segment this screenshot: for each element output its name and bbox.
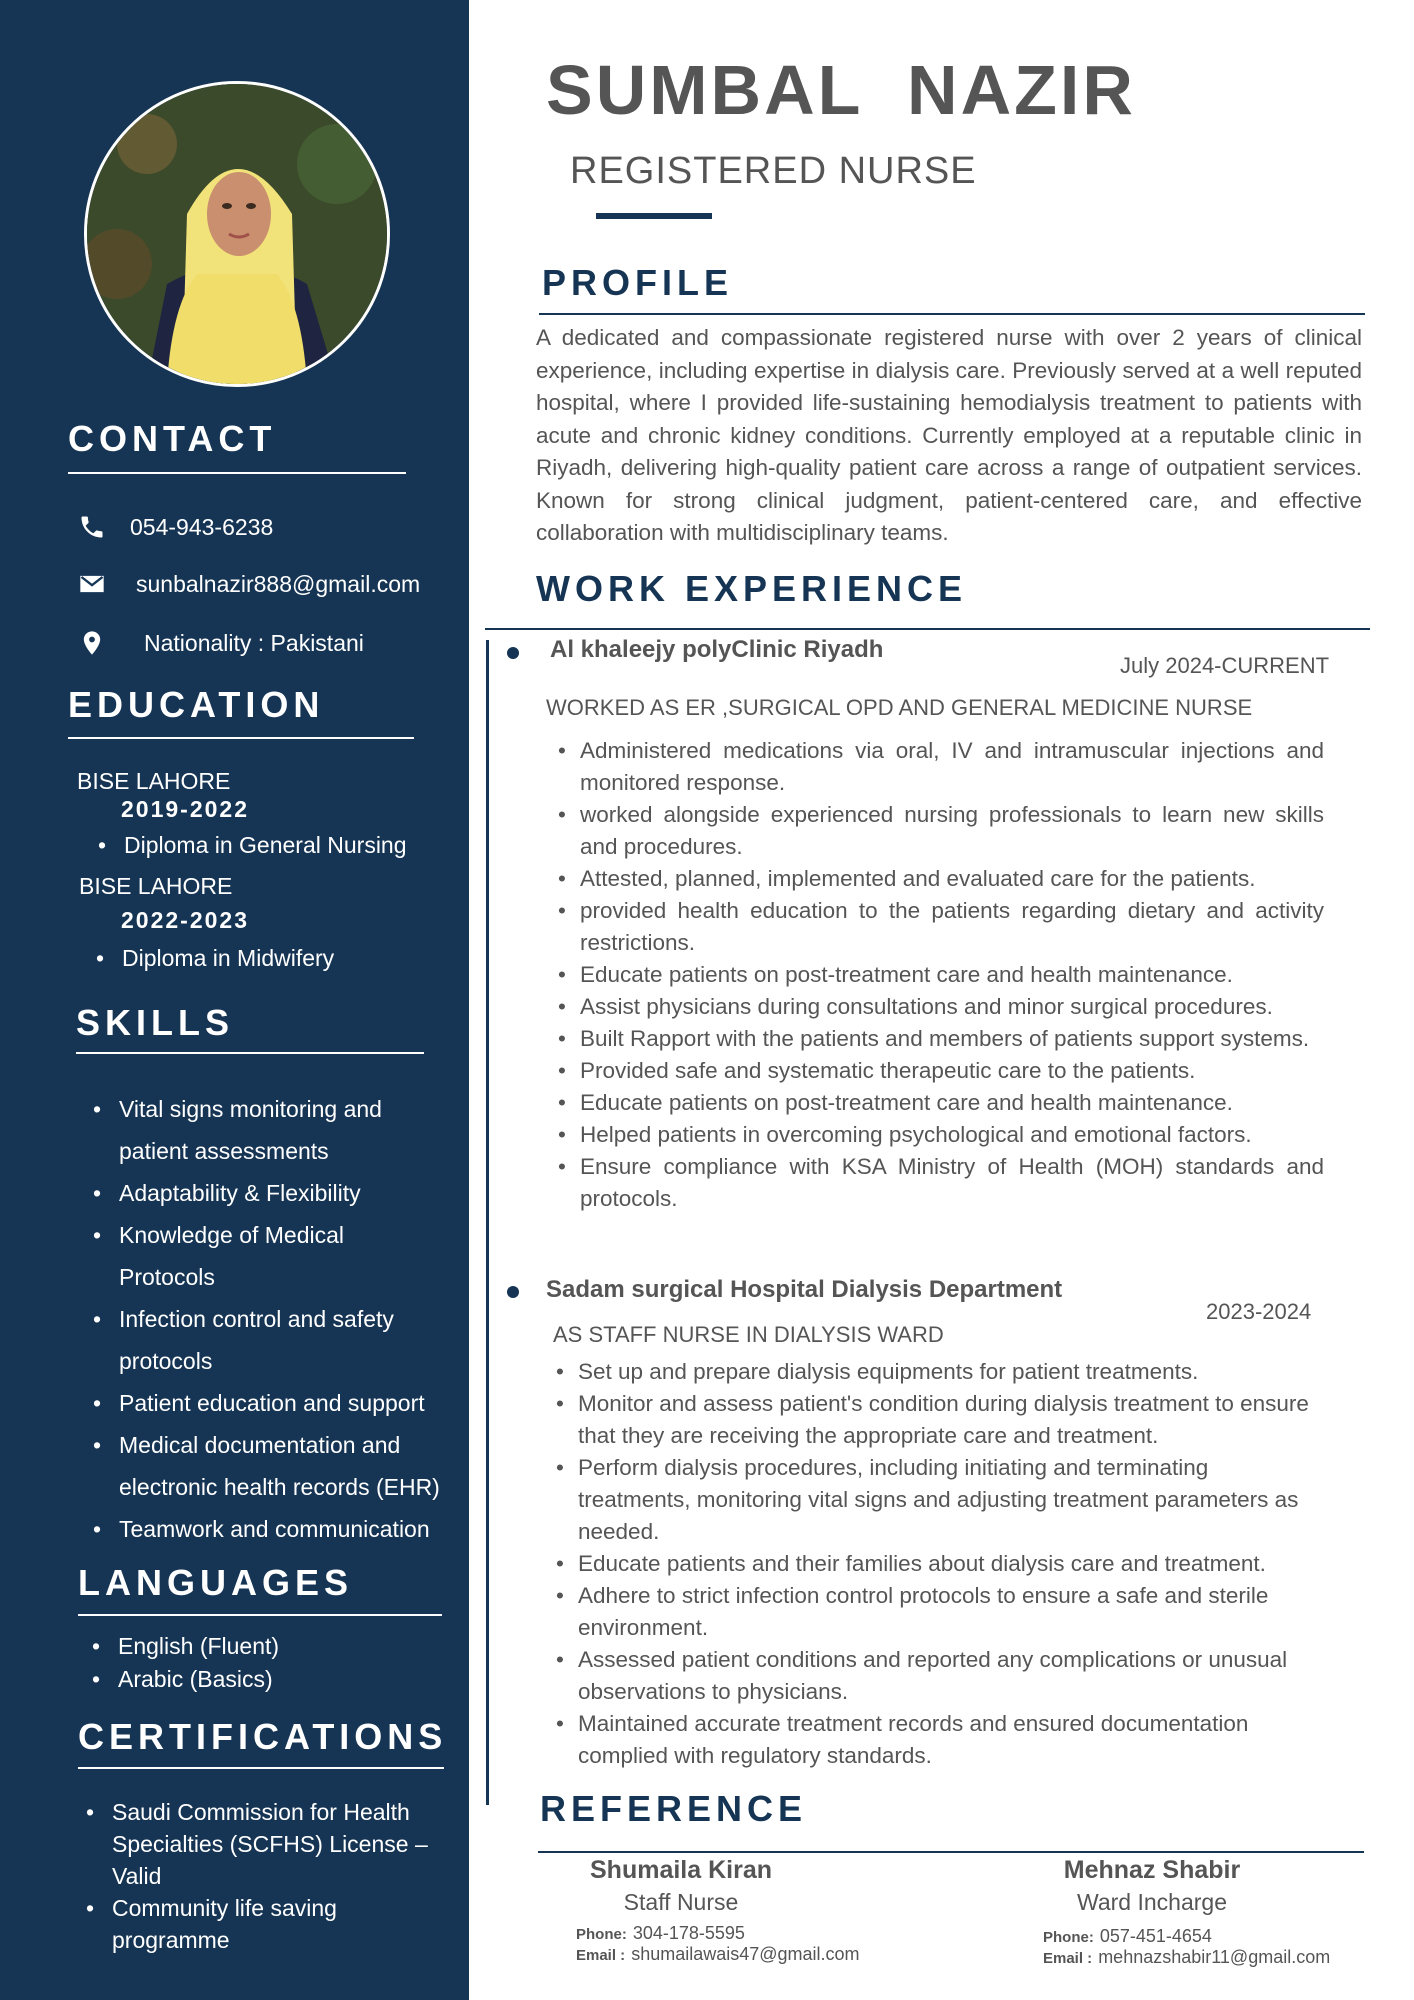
education-diploma-list xyxy=(84,832,407,859)
phone-number: 054-943-6238 xyxy=(130,513,274,540)
languages-divider xyxy=(78,1614,442,1616)
reference-email-value: mehnazshabir11@gmail.com xyxy=(1098,1947,1331,1967)
profile-photo xyxy=(84,81,390,387)
reference-name: Mehnaz Shabir xyxy=(1063,1856,1241,1884)
education-diploma-list xyxy=(82,945,334,972)
job-duty: • Attested, planned, implemented and evaluated care for the patients. xyxy=(554,863,1324,895)
education-divider xyxy=(68,737,414,739)
reference-card xyxy=(1032,1856,1272,1916)
language-item: • Arabic (Basics) xyxy=(78,1663,279,1696)
reference-phone-value: 057-451-4654 xyxy=(1099,1926,1212,1946)
certification-item: • Saudi Commission for Health Specialties (SCFHS) License – Valid xyxy=(72,1796,432,1892)
work-experience-heading: WORK EXPERIENCE xyxy=(536,568,968,609)
skill-item: • Vital signs monitoring and patient assessments xyxy=(79,1088,449,1172)
mail-icon xyxy=(78,570,106,598)
job-dates: July 2024-CURRENT xyxy=(1120,653,1330,678)
job-duty: • worked alongside experienced nursing professionals to learn new skills and procedures. xyxy=(554,799,1324,863)
contact-nationality xyxy=(78,629,364,657)
job-duty: • Assessed patient conditions and reported any complications or unusual observations to physicians. xyxy=(552,1644,1322,1708)
job-duty: • Adhere to strict infection control protocols to ensure a safe and sterile environment. xyxy=(552,1580,1322,1644)
job-duty: • Helped patients in overcoming psychological and emotional factors. xyxy=(554,1119,1324,1151)
skill-item: • Knowledge of Medical Protocols xyxy=(79,1214,359,1298)
reference-email xyxy=(576,1944,860,1965)
reference-phone xyxy=(1043,1926,1212,1947)
education-diploma: • Diploma in General Nursing xyxy=(84,832,407,859)
reference-heading: REFERENCE xyxy=(540,1788,808,1829)
email-label: Email : xyxy=(1043,1950,1093,1967)
timeline-dot xyxy=(507,647,519,659)
contact-email xyxy=(78,570,420,598)
skill-item: • Patient education and support xyxy=(79,1382,449,1424)
reference-phone xyxy=(576,1923,745,1944)
timeline-line xyxy=(486,640,489,1805)
language-item: • English (Fluent) xyxy=(78,1630,279,1663)
employer-name: Sadam surgical Hospital Dialysis Department xyxy=(546,1276,1063,1303)
skill-item: • Adaptability & Flexibility xyxy=(79,1172,449,1214)
languages-list xyxy=(78,1630,279,1696)
contact-divider xyxy=(68,472,406,474)
job-duty: • Assist physicians during consultations and minor surgical procedures. xyxy=(554,991,1324,1023)
reference-phone-value: 304-178-5595 xyxy=(632,1923,745,1943)
sidebar xyxy=(0,0,469,2000)
contact-phone xyxy=(78,513,273,541)
education-institution: BISE LAHORE xyxy=(77,768,231,794)
candidate-name: SUMBAL NAZIR xyxy=(546,51,1136,129)
education-diploma: • Diploma in Midwifery xyxy=(82,945,334,972)
languages-heading: LANGUAGES xyxy=(78,1562,354,1603)
job-position: AS STAFF NURSE IN DIALYSIS WARD xyxy=(553,1322,944,1347)
reference-email-value: shumailawais47@gmail.com xyxy=(631,1944,860,1964)
education-years: 2022-2023 xyxy=(121,907,249,933)
job-duty: • Monitor and assess patient's condition during dialysis treatment to ensure that they are receiving the appropriate care and treatment. xyxy=(552,1388,1322,1452)
job-duty: • provided health education to the patients regarding dietary and activity restrictions. xyxy=(554,895,1324,959)
job-duties-list xyxy=(554,735,1324,1215)
skill-item: • Medical documentation and electronic health records (EHR) xyxy=(79,1424,449,1508)
certifications-list xyxy=(72,1796,432,1956)
skills-divider xyxy=(76,1052,424,1054)
reference-divider xyxy=(538,1851,1364,1853)
job-duty: • Perform dialysis procedures, including initiating and terminating treatments, monitoring vital signs and adjusting treatment parameters as needed. xyxy=(552,1452,1322,1548)
education-institution: BISE LAHORE xyxy=(79,873,233,899)
skill-item: • Infection control and safety protocols xyxy=(79,1298,449,1382)
title-underline xyxy=(596,213,712,219)
education-years: 2019-2022 xyxy=(121,796,249,822)
email-address: sunbalnazir888@gmail.com xyxy=(136,570,421,597)
job-title: REGISTERED NURSE xyxy=(570,150,977,192)
profile-divider xyxy=(539,313,1365,315)
skills-list xyxy=(79,1088,449,1550)
email-label: Email : xyxy=(576,1947,626,1964)
work-experience-divider xyxy=(485,628,1370,630)
profile-summary: A dedicated and compassionate registered nurse with over 2 years of clinical experience, including expertise in dialysis care. Previously served at a well reputed hospital, where I provided life-sustaining hemodialysis treatment to patients with acute and chronic kidney conditions. Currently employed at a reputable clinic in Riyadh, delivering high-quality patient care across a range of outpatient services. Known for strong clinical judgment, patient-centered care, and effective collaboration with multidisciplinary teams. xyxy=(536,325,1362,545)
reference-role: Staff Nurse xyxy=(623,1889,739,1915)
phone-label: Phone: xyxy=(576,1926,627,1943)
certification-item: • Community life saving programme xyxy=(72,1892,372,1956)
job-duty: • Administered medications via oral, IV and intramuscular injections and monitored response. xyxy=(554,735,1324,799)
nationality-text: Nationality : Pakistani xyxy=(144,629,364,656)
skill-item: • Teamwork and communication xyxy=(79,1508,449,1550)
reference-card xyxy=(561,1856,801,1916)
job-duty: • Educate patients on post-treatment care and health maintenance. xyxy=(554,959,1324,991)
employer-name: Al khaleejy polyClinic Riyadh xyxy=(550,636,884,663)
job-duty: • Ensure compliance with KSA Ministry of Health (MOH) standards and protocols. xyxy=(554,1151,1324,1215)
location-pin-icon xyxy=(78,629,106,657)
contact-heading: CONTACT xyxy=(68,418,277,459)
job-duty: • Educate patients on post-treatment care and health maintenance. xyxy=(554,1087,1324,1119)
reference-name: Shumaila Kiran xyxy=(590,1856,772,1884)
reference-role: Ward Incharge xyxy=(1077,1889,1227,1915)
job-duty: • Maintained accurate treatment records and ensured documentation complied with regulatory standards. xyxy=(552,1708,1322,1772)
job-duty: • Built Rapport with the patients and members of patients support systems. xyxy=(554,1023,1324,1055)
phone-label: Phone: xyxy=(1043,1929,1094,1946)
certifications-divider xyxy=(78,1767,444,1769)
education-heading: EDUCATION xyxy=(68,684,325,725)
job-duties-list xyxy=(552,1356,1322,1772)
job-duty: • Set up and prepare dialysis equipments for patient treatments. xyxy=(552,1356,1322,1388)
job-dates: 2023-2024 xyxy=(1206,1299,1312,1324)
job-duty: • Provided safe and systematic therapeutic care to the patients. xyxy=(554,1055,1324,1087)
reference-email xyxy=(1043,1947,1330,1968)
phone-icon xyxy=(78,513,106,541)
job-duty: • Educate patients and their families about dialysis care and treatment. xyxy=(552,1548,1322,1580)
job-position: WORKED AS ER ,SURGICAL OPD AND GENERAL MEDICINE NURSE xyxy=(546,695,1253,720)
certifications-heading: CERTIFICATIONS xyxy=(78,1716,448,1757)
profile-heading: PROFILE xyxy=(542,262,734,303)
skills-heading: SKILLS xyxy=(76,1002,235,1043)
timeline-dot xyxy=(507,1286,519,1298)
